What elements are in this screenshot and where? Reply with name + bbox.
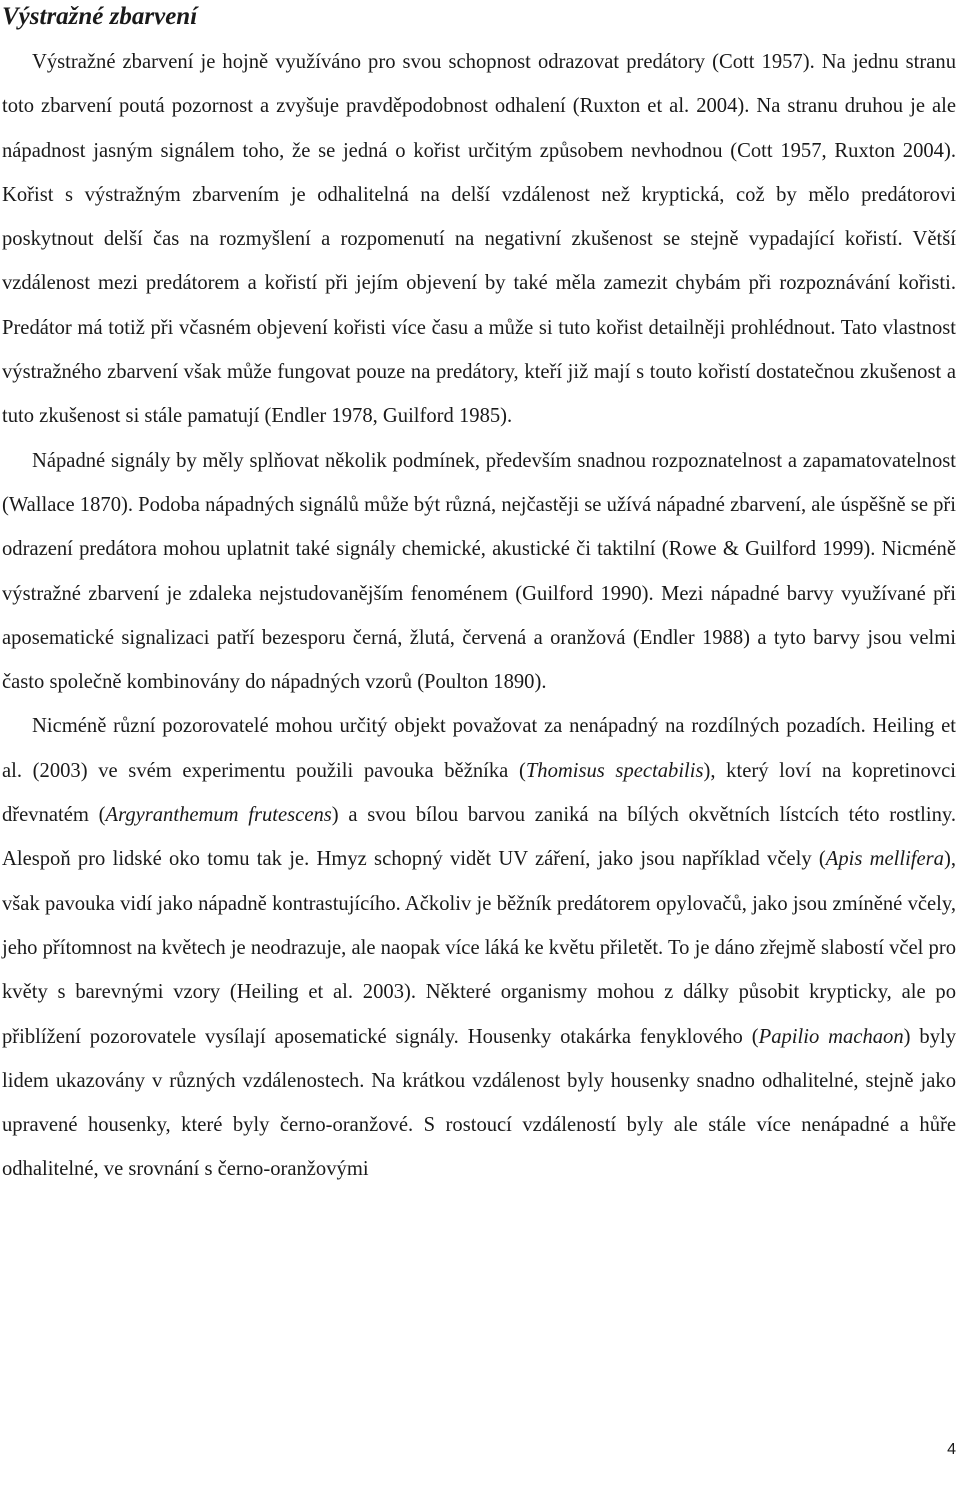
- species-name: Argyranthemum frutescens: [105, 804, 332, 827]
- page-number: 4: [947, 1441, 956, 1458]
- paragraph-text: Nicméně různí pozorovatelé mohou určitý objekt považovat za nenápadný na rozdílných pozadích. Heiling et al. (2003) ve svém experimentu použili pavouka běžníka (: [2, 715, 956, 782]
- paragraph-text: Výstražné zbarvení je hojně využíváno pro svou schopnost odrazovat predátory (Cott 1957). Na jednu stranu toto zbarvení poutá pozornost a zvyšuje pravděpodobnost odhalení (Ruxton et al. 2004). Na stranu druhou je ale nápadnost jasným signálem toho, že se jedná o kořist určitým způsobem nevhodnou (Cott 1957, Ruxton 2004). Kořist s výstražným zbarvením je odhalitelná na delší vzdálenost než kryptická, což by mělo predátorovi poskytnout delší čas na rozmyšlení a rozpomenutí na negativní zkušenost se stejně vypadající kořistí. Větší vzdálenost mezi predátorem a kořistí při jejím objevení by také měla zamezit chybám při rozpoznávání kořisti. Predátor má totiž při včasném objevení kořisti více času a může si tuto kořist detailněji prohlédnout. Tato vlastnost výstražného zbarvení však může fungovat pouze na predátory, kteří již mají s touto kořistí dostatečnou zkušenost a tuto zkušenost si stále pamatují (Endler 1978, Guilford 1985).: [2, 51, 956, 428]
- paragraph: [2, 40, 956, 439]
- section-heading: Výstražné zbarvení: [2, 3, 198, 30]
- species-name: Apis mellifera: [825, 848, 944, 871]
- paragraph-text: ), který loví na kopretinovci dřevnatém (: [2, 759, 956, 827]
- paragraph: [2, 704, 956, 1191]
- paragraph-text: ), však pavouka vidí jako nápadně kontrastujícího. Ačkoliv je běžník predátorem opylovačů, jako jsou zmíněné včely, jeho přítomnost na květech je neodrazuje, ale naopak více láká ke květu přiletět. To je dáno zřejmě slabostí včel pro květy s barevnými vzory (Heiling et al. 2003). Některé organismy mohou z dálky působit krypticky, ale po přiblížení pozorovatele vysílají aposematické signály. Housenky otakárka fenyklového (: [2, 848, 956, 1048]
- paragraph-text: ) byly lidem ukazovány v různých vzdálenostech. Na krátkou vzdálenost byly housenky snadno odhalitelné, stejně jako upravené housenky, které byly černo-oranžové. S rostoucí vzdáleností byly ale stále více nenápadné a hůře odhalitelné, ve srovnání s černo-oranžovými: [2, 1025, 957, 1181]
- paragraph-text: ) a svou bílou barvou zaniká na bílých okvětních lístcích této rostliny. Alespoň pro lidské oko tomu tak je. Hmyz schopný vidět UV záření, jako jsou například včely (: [2, 804, 956, 871]
- document-page: [2, 0, 956, 1192]
- species-name: Thomisus spectabilis: [525, 759, 704, 782]
- paragraph: [2, 439, 956, 705]
- paragraph-text: Nápadné signály by měly splňovat několik podmínek, především snadnou rozpoznatelnost a zapamatovatelnost (Wallace 1870). Podoba nápadných signálů může být různá, nejčastěji se užívá nápadné zbarvení, ale úspěšně se při odrazení predátora mohou uplatnit také signály chemické, akustické či taktilní (Rowe & Guilford 1999). Nicméně výstražné zbarvení je zdaleka nejstudovanějším fenoménem (Guilford 1990). Mezi nápadné barvy využívané při aposematické signalizaci patří bezesporu černá, žlutá, červená a oranžová (Endler 1988) a tyto barvy jsou velmi často společně kombinovány do nápadných vzorů (Poulton 1890).: [2, 449, 956, 694]
- species-name: Papilio machaon: [758, 1025, 904, 1048]
